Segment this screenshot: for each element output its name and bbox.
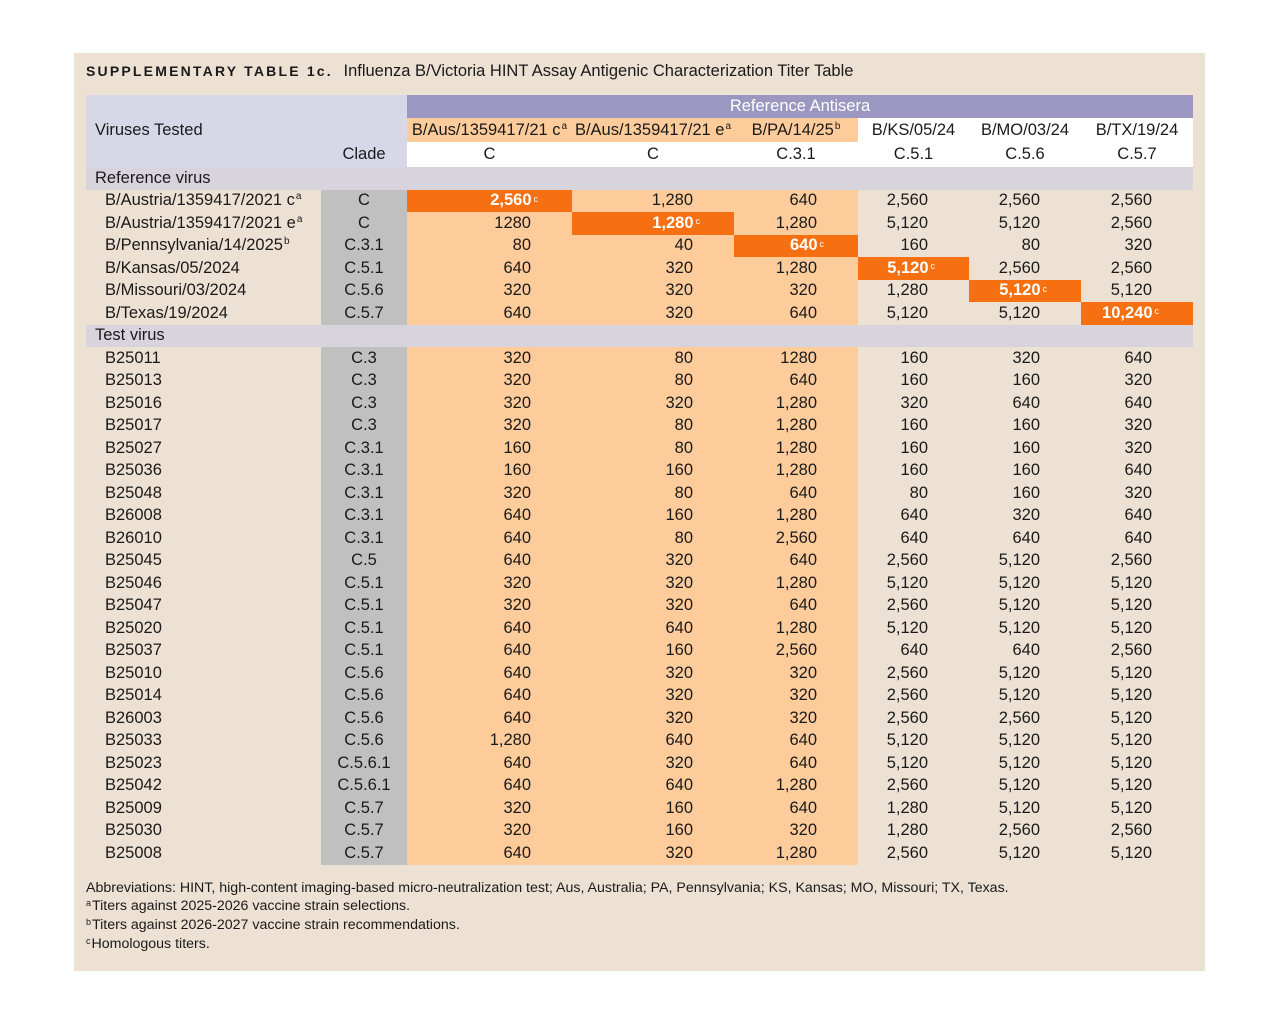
- titer-cell: 1,280: [734, 460, 858, 483]
- virus-name: B/Austria/1359417/2021 c a: [105, 191, 302, 210]
- titer-cell: 320: [572, 707, 734, 730]
- clade-header: Clade: [342, 145, 386, 163]
- virus-name: B25009: [105, 798, 162, 817]
- titer-cell: 160: [1012, 371, 1040, 390]
- virus-name: B25045: [105, 551, 162, 570]
- titer-cell: 2,560: [1110, 191, 1152, 210]
- titer-cell: 5,120: [1110, 753, 1152, 772]
- titer-cell: 320: [572, 257, 734, 280]
- titer-cell: 320: [572, 685, 734, 708]
- viruses-tested-header: Viruses Tested: [95, 120, 203, 139]
- virus-name: B25013: [105, 371, 162, 390]
- titer-cell: 80: [572, 437, 734, 460]
- titer-cell: 320: [734, 280, 858, 303]
- titer-cell: 320: [407, 347, 572, 370]
- titer-cell: 320: [1012, 348, 1040, 367]
- virus-name: B25042: [105, 776, 162, 795]
- antiserum-header-1: B/Aus/1359417/21 c a: [407, 118, 572, 142]
- titer-cell: 5,120: [998, 596, 1040, 615]
- virus-clade: C.5.6: [321, 280, 407, 303]
- virus-name: B25014: [105, 686, 162, 705]
- titer-cell: 1,280: [886, 798, 928, 817]
- titer-cell: 640: [734, 302, 858, 325]
- antiserum-header-2: B/Aus/1359417/21 e a: [572, 118, 734, 142]
- titer-cell: 5,120: [998, 618, 1040, 637]
- titer-cell: 320: [1012, 506, 1040, 525]
- titer-cell: 640: [572, 617, 734, 640]
- virus-name: B25023: [105, 753, 162, 772]
- titer-cell: 320: [407, 392, 572, 415]
- virus-name: B25047: [105, 596, 162, 615]
- footnote-a: $^a$Titers against 2025-2026 vaccine strain selections.: [86, 898, 411, 914]
- test-virus-row: [86, 707, 1193, 730]
- footnote-c: $^c$Homologous titers.: [86, 936, 210, 952]
- virus-name: B25010: [105, 663, 162, 682]
- titer-cell: 320: [1124, 483, 1152, 502]
- titer-cell: 320: [572, 280, 734, 303]
- virus-clade: C.5.6.1: [321, 752, 407, 775]
- titer-cell: 2,560: [886, 686, 928, 705]
- titer-cell: 5,120: [886, 303, 928, 322]
- titer-cell: 1,280: [572, 190, 734, 213]
- titer-cell: 640: [407, 752, 572, 775]
- titer-cell: 160: [407, 437, 572, 460]
- titer-cell: 640: [407, 505, 572, 528]
- virus-name: B25008: [105, 843, 162, 862]
- titer-cell: 320: [734, 820, 858, 843]
- titer-cell: 320: [734, 685, 858, 708]
- titer-cell: 1,280: [734, 415, 858, 438]
- titer-cell: 640: [1012, 393, 1040, 412]
- titer-cell: 640: [407, 662, 572, 685]
- titer-cell: 5,120: [998, 573, 1040, 592]
- test-virus-row: [86, 797, 1193, 820]
- virus-clade: C.3.1: [321, 527, 407, 550]
- titer-cell: 1,280: [734, 505, 858, 528]
- titer-cell: 640: [1124, 461, 1152, 480]
- virus-name: B26010: [105, 528, 162, 547]
- titer-cell: 2,560: [1110, 821, 1152, 840]
- titer-cell: 2,560: [998, 258, 1040, 277]
- titer-cell: 1,280: [886, 281, 928, 300]
- virus-name: B/Missouri/03/2024: [105, 281, 247, 300]
- titer-cell: 5,120: [998, 753, 1040, 772]
- virus-name: B25030: [105, 821, 162, 840]
- titer-cell: 320: [900, 393, 928, 412]
- titer-cell: 5,120: [886, 753, 928, 772]
- reference-virus-row: [86, 280, 1193, 303]
- titer-cell: 640: [734, 482, 858, 505]
- virus-clade: C.5.1: [321, 257, 407, 280]
- header-row-band: [86, 95, 1193, 118]
- titer-cell: 640: [734, 370, 858, 393]
- titer-cell: 320: [1124, 416, 1152, 435]
- titer-cell: 320: [1124, 438, 1152, 457]
- titer-cell: 160: [407, 460, 572, 483]
- titer-cell: 160: [1012, 438, 1040, 457]
- reference-virus-row: [86, 257, 1193, 280]
- reference-virus-row: [86, 302, 1193, 325]
- titer-cell: 640: [407, 842, 572, 865]
- virus-name: B/Pennsylvania/14/2025 b: [105, 236, 290, 255]
- titer-cell: 1,280: [734, 392, 858, 415]
- titer-cell: 5,120: [1110, 843, 1152, 862]
- titer-cell: 640: [407, 640, 572, 663]
- titer-cell: 2,560: [886, 708, 928, 727]
- virus-clade: C.5.7: [321, 302, 407, 325]
- titer-cell: 80: [572, 347, 734, 370]
- virus-clade: C.3.1: [321, 460, 407, 483]
- header-row-antisera: [86, 118, 1193, 142]
- titer-cell: 640: [407, 302, 572, 325]
- homologous-titer-cell: 10,240 $^c$: [1081, 302, 1193, 325]
- titer-cell: 640: [734, 797, 858, 820]
- homologous-titer-cell: 5,120 $^c$: [969, 280, 1081, 303]
- test-virus-row: [86, 392, 1193, 415]
- virus-clade: C.3.1: [321, 235, 407, 258]
- titer-cell: 1,280: [734, 212, 858, 235]
- homologous-titer-cell: 1,280 $^c$: [572, 212, 734, 235]
- virus-clade: C: [321, 190, 407, 213]
- virus-clade: C.3: [321, 347, 407, 370]
- titer-cell: 80: [572, 415, 734, 438]
- titer-cell: 320: [407, 820, 572, 843]
- titer-cell: 640: [900, 641, 928, 660]
- titer-cell: 80: [572, 370, 734, 393]
- titer-cell: 320: [572, 752, 734, 775]
- virus-clade: C.3: [321, 370, 407, 393]
- virus-name: B25027: [105, 438, 162, 457]
- titer-cell: 2,560: [1110, 551, 1152, 570]
- test-virus-row: [86, 662, 1193, 685]
- antiserum-header-5: B/MO/03/24: [969, 118, 1081, 142]
- virus-name: B25020: [105, 618, 162, 637]
- virus-clade: C.5.6: [321, 730, 407, 753]
- test-virus-row: [86, 640, 1193, 663]
- test-virus-row: [86, 482, 1193, 505]
- antiserum-clade-6: C.5.7: [1081, 142, 1193, 167]
- titer-cell: 320: [734, 662, 858, 685]
- virus-clade: C.5.1: [321, 595, 407, 618]
- titer-cell: 320: [407, 595, 572, 618]
- titer-cell: 1280: [734, 347, 858, 370]
- virus-clade: C.5.7: [321, 797, 407, 820]
- reference-virus-row: [86, 212, 1193, 235]
- titer-cell: 5,120: [1110, 663, 1152, 682]
- titer-cell: 1,280: [734, 775, 858, 798]
- titer-cell: 320: [572, 662, 734, 685]
- reference-virus-row: [86, 235, 1193, 258]
- titer-cell: 640: [900, 528, 928, 547]
- titer-cell: 320: [572, 842, 734, 865]
- titer-cell: 5,120: [998, 776, 1040, 795]
- titer-cell: 80: [407, 235, 572, 258]
- virus-name: B26008: [105, 506, 162, 525]
- test-virus-row: [86, 550, 1193, 573]
- test-virus-row: [86, 775, 1193, 798]
- test-virus-row: [86, 347, 1193, 370]
- titer-cell: 640: [407, 527, 572, 550]
- virus-clade: C.5.6: [321, 707, 407, 730]
- titer-cell: 5,120: [1110, 776, 1152, 795]
- titer-cell: 640: [1012, 641, 1040, 660]
- section-test-virus-row: [86, 325, 1193, 348]
- test-virus-row: [86, 370, 1193, 393]
- titer-cell: 640: [407, 257, 572, 280]
- titer-cell: 640: [572, 775, 734, 798]
- titer-cell: 320: [734, 707, 858, 730]
- virus-name: B25048: [105, 483, 162, 502]
- titer-cell: 640: [407, 550, 572, 573]
- titer-cell: 5,120: [1110, 686, 1152, 705]
- titer-cell: 5,120: [998, 213, 1040, 232]
- titer-cell: 640: [1012, 528, 1040, 547]
- virus-clade: C.3: [321, 392, 407, 415]
- homologous-titer-cell: 5,120 $^c$: [858, 257, 969, 280]
- titer-cell: 320: [572, 302, 734, 325]
- titer-cell: 5,120: [886, 618, 928, 637]
- titer-cell: 2,560: [734, 527, 858, 550]
- virus-name: B25011: [105, 348, 161, 367]
- virus-clade: C.5: [321, 550, 407, 573]
- test-virus-row: [86, 527, 1193, 550]
- titer-cell: 40: [572, 235, 734, 258]
- titer-cell: 640: [407, 617, 572, 640]
- virus-name: B25036: [105, 461, 162, 480]
- test-virus-row: [86, 595, 1193, 618]
- titer-cell: 5,120: [998, 843, 1040, 862]
- titer-cell: 5,120: [1110, 596, 1152, 615]
- virus-clade: C.5.1: [321, 640, 407, 663]
- antiserum-header-6: B/TX/19/24: [1081, 118, 1193, 142]
- virus-clade: C.3.1: [321, 505, 407, 528]
- titer-cell: 1,280: [734, 572, 858, 595]
- titer-cell: 160: [572, 505, 734, 528]
- virus-clade: C.3.1: [321, 437, 407, 460]
- test-virus-row: [86, 460, 1193, 483]
- titer-cell: 160: [572, 640, 734, 663]
- title-text: Influenza B/Victoria HINT Assay Antigenic Characterization Titer Table: [343, 62, 854, 80]
- titer-cell: 320: [572, 392, 734, 415]
- virus-name: B25037: [105, 641, 162, 660]
- antiserum-header-4: B/KS/05/24: [858, 118, 969, 142]
- titer-cell: 80: [909, 483, 928, 502]
- titer-cell: 640: [407, 775, 572, 798]
- titer-cell: 5,120: [886, 213, 928, 232]
- titer-cell: 5,120: [886, 731, 928, 750]
- virus-clade: C.3.1: [321, 482, 407, 505]
- titer-cell: 640: [734, 595, 858, 618]
- titer-cell: 5,120: [1110, 731, 1152, 750]
- reference-antisera-header: Reference Antisera: [407, 95, 1193, 118]
- titer-cell: 5,120: [998, 686, 1040, 705]
- titer-cell: 5,120: [886, 573, 928, 592]
- virus-clade: C.5.1: [321, 572, 407, 595]
- homologous-titer-cell: 2,560 $^c$: [407, 190, 572, 213]
- titer-cell: 2,560: [886, 843, 928, 862]
- titer-cell: 2,560: [998, 191, 1040, 210]
- virus-name: B/Kansas/05/2024: [105, 258, 240, 277]
- virus-clade: C: [321, 212, 407, 235]
- titer-cell: 1280: [407, 212, 572, 235]
- titer-cell: 1,280: [734, 617, 858, 640]
- titer-cell: 640: [1124, 348, 1152, 367]
- titer-cell: 80: [1021, 236, 1040, 255]
- test-virus-row: [86, 437, 1193, 460]
- titer-cell: 5,120: [1110, 798, 1152, 817]
- titer-cell: 5,120: [998, 663, 1040, 682]
- titer-cell: 640: [572, 730, 734, 753]
- titer-cell: 640: [734, 752, 858, 775]
- titer-cell: 160: [900, 348, 928, 367]
- titer-cell: 640: [407, 707, 572, 730]
- titer-cell: 160: [900, 416, 928, 435]
- titer-cell: 640: [1124, 393, 1152, 412]
- test-virus-row: [86, 572, 1193, 595]
- titer-cell: 2,560: [886, 663, 928, 682]
- titer-cell: 5,120: [1110, 281, 1152, 300]
- titer-cell: 320: [407, 415, 572, 438]
- titer-cell: 320: [407, 797, 572, 820]
- test-virus-row: [86, 617, 1193, 640]
- titer-cell: 160: [900, 371, 928, 390]
- titer-cell: 160: [572, 797, 734, 820]
- titer-cell: 320: [407, 370, 572, 393]
- titer-cell: 640: [1124, 506, 1152, 525]
- titer-cell: 1,280: [407, 730, 572, 753]
- titer-cell: 320: [407, 572, 572, 595]
- titer-cell: 1,280: [734, 257, 858, 280]
- titer-cell: 320: [1124, 371, 1152, 390]
- titer-cell: 2,560: [1110, 641, 1152, 660]
- titer-cell: 320: [572, 595, 734, 618]
- test-virus-row: [86, 752, 1193, 775]
- antiserum-clade-5: C.5.6: [969, 142, 1081, 167]
- virus-clade: C.5.6.1: [321, 775, 407, 798]
- titer-cell: 1,280: [734, 437, 858, 460]
- titer-cell: 2,560: [1110, 213, 1152, 232]
- virus-clade: C.5.6: [321, 662, 407, 685]
- titer-cell: 640: [900, 506, 928, 525]
- footnote-abbreviations: Abbreviations: HINT, high-content imaging-based micro-neutralization test; Aus, Australia; PA, Pennsylvania; KS, Kansas; MO, Missouri; TX, Texas.: [86, 880, 1009, 896]
- titer-cell: 320: [407, 482, 572, 505]
- titer-cell: 160: [1012, 416, 1040, 435]
- virus-clade: C.5.6: [321, 685, 407, 708]
- titer-cell: 320: [572, 550, 734, 573]
- virus-name: B25033: [105, 731, 162, 750]
- test-virus-row: [86, 415, 1193, 438]
- virus-name: B25017: [105, 416, 162, 435]
- titer-cell: 640: [734, 190, 858, 213]
- titer-cell: 5,120: [998, 551, 1040, 570]
- titer-cell: 1,280: [886, 821, 928, 840]
- virus-name: B25016: [105, 393, 162, 412]
- titer-cell: 160: [900, 236, 928, 255]
- antiserum-clade-1: C: [407, 142, 572, 167]
- titer-cell: 2,560: [998, 708, 1040, 727]
- titer-cell: 320: [1124, 236, 1152, 255]
- test-virus-row: [86, 842, 1193, 865]
- titer-cell: 160: [1012, 461, 1040, 480]
- section-reference-virus-row: [86, 167, 1193, 190]
- reference-virus-row: [86, 190, 1193, 213]
- homologous-titer-cell: 640 $^c$: [734, 235, 858, 258]
- antiserum-clade-4: C.5.1: [858, 142, 969, 167]
- titer-cell: 160: [1012, 483, 1040, 502]
- titer-cell: 5,120: [1110, 708, 1152, 727]
- titer-cell: 640: [734, 730, 858, 753]
- titer-cell: 1,280: [734, 842, 858, 865]
- titer-cell: 5,120: [1110, 573, 1152, 592]
- titer-cell: 320: [407, 280, 572, 303]
- test-virus-row: [86, 730, 1193, 753]
- virus-clade: C.5.7: [321, 842, 407, 865]
- test-virus-row: [86, 820, 1193, 843]
- section-reference-virus: Reference virus: [86, 167, 1193, 190]
- titer-cell: 2,560: [886, 596, 928, 615]
- footnote-b: $^b$Titers against 2026-2027 vaccine strain recommendations.: [86, 917, 460, 933]
- test-virus-row: [86, 685, 1193, 708]
- titer-cell: 160: [900, 438, 928, 457]
- titer-cell: 2,560: [998, 821, 1040, 840]
- titer-cell: 80: [572, 527, 734, 550]
- footnotes: [86, 879, 1009, 954]
- titer-cell: 160: [572, 820, 734, 843]
- virus-clade: C.5.1: [321, 617, 407, 640]
- titer-cell: 160: [900, 461, 928, 480]
- titer-cell: 640: [1124, 528, 1152, 547]
- titer-cell: 2,560: [886, 776, 928, 795]
- titer-cell: 5,120: [998, 798, 1040, 817]
- antiserum-clade-3: C.3.1: [734, 142, 858, 167]
- virus-clade: C.5.7: [321, 820, 407, 843]
- titer-cell: 2,560: [886, 551, 928, 570]
- titer-cell: 2,560: [734, 640, 858, 663]
- virus-name: B/Austria/1359417/2021 e a: [105, 213, 303, 232]
- title-lead: SUPPLEMENTARY TABLE 1c.: [86, 63, 333, 79]
- test-virus-row: [86, 505, 1193, 528]
- titer-cell: 80: [572, 482, 734, 505]
- titer-cell: 5,120: [1110, 618, 1152, 637]
- titer-cell: 640: [734, 550, 858, 573]
- titer-cell: 2,560: [1110, 258, 1152, 277]
- virus-clade: C.3: [321, 415, 407, 438]
- table-title: [86, 62, 853, 81]
- antiserum-header-3: B/PA/14/25 b: [734, 118, 858, 142]
- antiserum-clade-2: C: [572, 142, 734, 167]
- header-row-clade: [86, 142, 1193, 167]
- titer-cell: 5,120: [998, 303, 1040, 322]
- virus-name: B/Texas/19/2024: [105, 303, 228, 322]
- virus-name: B26003: [105, 708, 162, 727]
- section-test-virus: Test virus: [86, 325, 1193, 348]
- titer-cell: 640: [407, 685, 572, 708]
- titer-cell: 2,560: [886, 191, 928, 210]
- titer-cell: 320: [572, 572, 734, 595]
- virus-name: B25046: [105, 573, 162, 592]
- titer-cell: 160: [572, 460, 734, 483]
- titer-cell: 5,120: [998, 731, 1040, 750]
